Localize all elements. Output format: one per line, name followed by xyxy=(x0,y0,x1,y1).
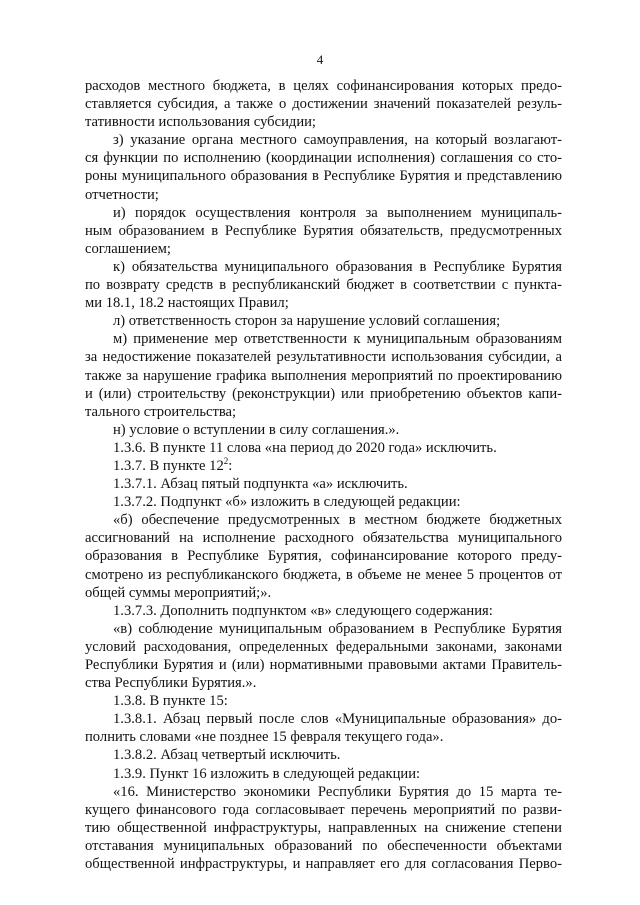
document-body xyxy=(85,77,562,873)
text-line-content: н) условие о вступлении в силу соглашения.». xyxy=(113,421,400,438)
text-line xyxy=(85,547,562,565)
text-line-content: и) порядок осуществления контроля за выполнением муниципаль- xyxy=(113,204,562,221)
text-line-content: образования в Республике Бурятия, софинансирование которого преду- xyxy=(85,548,562,565)
text-line xyxy=(85,837,562,855)
text-line xyxy=(85,113,562,131)
text-line xyxy=(85,529,562,547)
text-line-content: Республики Бурятия и (или) нормативными правовыми актами Правитель- xyxy=(85,657,562,673)
text-line xyxy=(85,710,562,728)
text-line xyxy=(85,620,562,638)
text-line xyxy=(85,511,562,529)
text-line-content: 1.3.7.3. Дополнить подпунктом «в» следующего содержания: xyxy=(113,602,493,619)
text-line xyxy=(85,439,562,457)
text-line-content: 1.3.6. В пункте 11 слова «на период до 2020 года» исключить. xyxy=(113,439,497,456)
text-line-content: и (или) строительству (реконструкции) или приобретению объектов капи- xyxy=(85,385,562,402)
text-line-content: 1.3.8.2. Абзац четвертый исключить. xyxy=(113,747,341,764)
text-line-content: тию общественной инфраструктуры, направленных на снижение степени xyxy=(85,819,562,836)
text-line-content: к) обязательства муниципального образования в Республике Бурятия xyxy=(113,258,562,275)
text-line-content: смотрено из республиканского бюджета, в объеме не менее 5 процентов от xyxy=(85,566,562,583)
text-line xyxy=(85,95,562,113)
text-line-content: условий расходования, определенных федеральными законами, законами xyxy=(85,638,562,655)
text-line xyxy=(85,692,562,710)
text-line xyxy=(85,403,562,421)
text-line xyxy=(85,385,562,403)
text-line-content: з) указание органа местного самоуправления, на который возлагают- xyxy=(113,132,562,149)
text-line-content: л) ответственность сторон за нарушение условий соглашения; xyxy=(113,313,501,330)
text-line-content: м) применение мер ответственности к муниципальным образованиям xyxy=(113,331,562,348)
text-line xyxy=(85,475,562,493)
text-line-content: отчетности; xyxy=(85,186,159,203)
text-line xyxy=(85,312,562,330)
text-line xyxy=(85,258,562,276)
text-line xyxy=(85,493,562,511)
text-line xyxy=(85,457,562,475)
text-line-content: расходов местного бюджета, в целях софинансирования которых предо- xyxy=(85,78,562,94)
text-line xyxy=(85,674,562,692)
text-line xyxy=(85,638,562,656)
text-line-content: «16. Министерство экономики Республики Бурятия до 15 марта те- xyxy=(113,783,562,800)
text-line xyxy=(85,746,562,764)
text-line xyxy=(85,765,562,783)
text-line-content: по возврату средств в республиканский бюджет в соответствии с пункта- xyxy=(85,277,562,294)
text-line xyxy=(85,77,562,95)
text-line-content: также за нарушение графика выполнения мероприятий по проектированию xyxy=(85,367,562,384)
text-line-content: соглашением; xyxy=(85,240,171,257)
text-line-content: 1.3.7.1. Абзац пятый подпункта «а» исключить. xyxy=(113,476,408,493)
text-line-content: роны муниципального образования в Республике Бурятия и представлению xyxy=(85,168,562,185)
text-line-content: кущего финансового года согласовывает перечень мероприятий по разви- xyxy=(85,801,562,818)
text-line xyxy=(85,566,562,584)
text-line xyxy=(85,204,562,222)
text-line-content: ассигнований на исполнение расходного обязательства муниципального xyxy=(85,530,562,547)
text-line xyxy=(85,783,562,801)
text-line-content: общественной инфраструктуры, и направляет его для согласования Перво- xyxy=(85,856,562,873)
page-number: 4 xyxy=(316,52,324,67)
text-line-content: 1.3.8. В пункте 15: xyxy=(113,693,228,710)
text-line xyxy=(85,855,562,873)
text-line xyxy=(85,656,562,674)
text-line-content: тативности использования субсидии; xyxy=(85,114,316,131)
text-line xyxy=(85,728,562,746)
text-line xyxy=(85,167,562,185)
text-line-content: полнить словами «не позднее 15 февраля текущего года». xyxy=(85,729,444,746)
text-line xyxy=(85,348,562,366)
text-line xyxy=(85,584,562,602)
text-line xyxy=(85,149,562,167)
text-line-content: «б) обеспечение предусмотренных в местном бюджете бюджетных xyxy=(113,512,562,529)
text-line-content: отставания муниципальных образований по обеспеченности объектами xyxy=(85,837,562,854)
text-line xyxy=(85,240,562,258)
text-line xyxy=(85,602,562,620)
text-line xyxy=(85,222,562,240)
text-line-content: за недостижение показателей результативности использования субсидии, а xyxy=(85,349,562,366)
text-line xyxy=(85,131,562,149)
text-line xyxy=(85,330,562,348)
text-line xyxy=(85,367,562,385)
text-line-content: ся функции по исполнению (координации исполнения) соглашения со сто- xyxy=(85,150,562,167)
text-line-content: ства Республики Бурятия.». xyxy=(85,675,257,692)
text-line-content: 1.3.9. Пункт 16 изложить в следующей редакции: xyxy=(113,765,421,782)
text-line-content: 1.3.8.1. Абзац первый после слов «Муниципальные образования» до- xyxy=(113,711,562,728)
text-line xyxy=(85,819,562,837)
text-line xyxy=(85,801,562,819)
superscript: 2 xyxy=(223,455,229,466)
text-line-content: общей суммы мероприятий;». xyxy=(85,584,272,601)
text-line-content: ным образованием в Республике Бурятия обязательств, предусмотренных xyxy=(85,222,562,239)
text-line-content: «в) соблюдение муниципальным образованием в Республике Бурятия xyxy=(113,620,562,637)
text-line xyxy=(85,294,562,312)
text-line xyxy=(85,276,562,294)
text-line-content: ми 18.1, 18.2 настоящих Правил; xyxy=(85,295,289,312)
text-line xyxy=(85,186,562,204)
text-line-content: 1.3.7.2. Подпункт «б» изложить в следующей редакции: xyxy=(113,494,461,511)
text-line-content: 1.3.7. В пункте 12 xyxy=(113,457,224,474)
text-line-suffix: : xyxy=(228,457,233,474)
text-line xyxy=(85,421,562,439)
text-line-content: ставляется субсидия, а также о достижении значений показателей резуль- xyxy=(85,96,562,113)
text-line-content: тального строительства; xyxy=(85,403,237,420)
